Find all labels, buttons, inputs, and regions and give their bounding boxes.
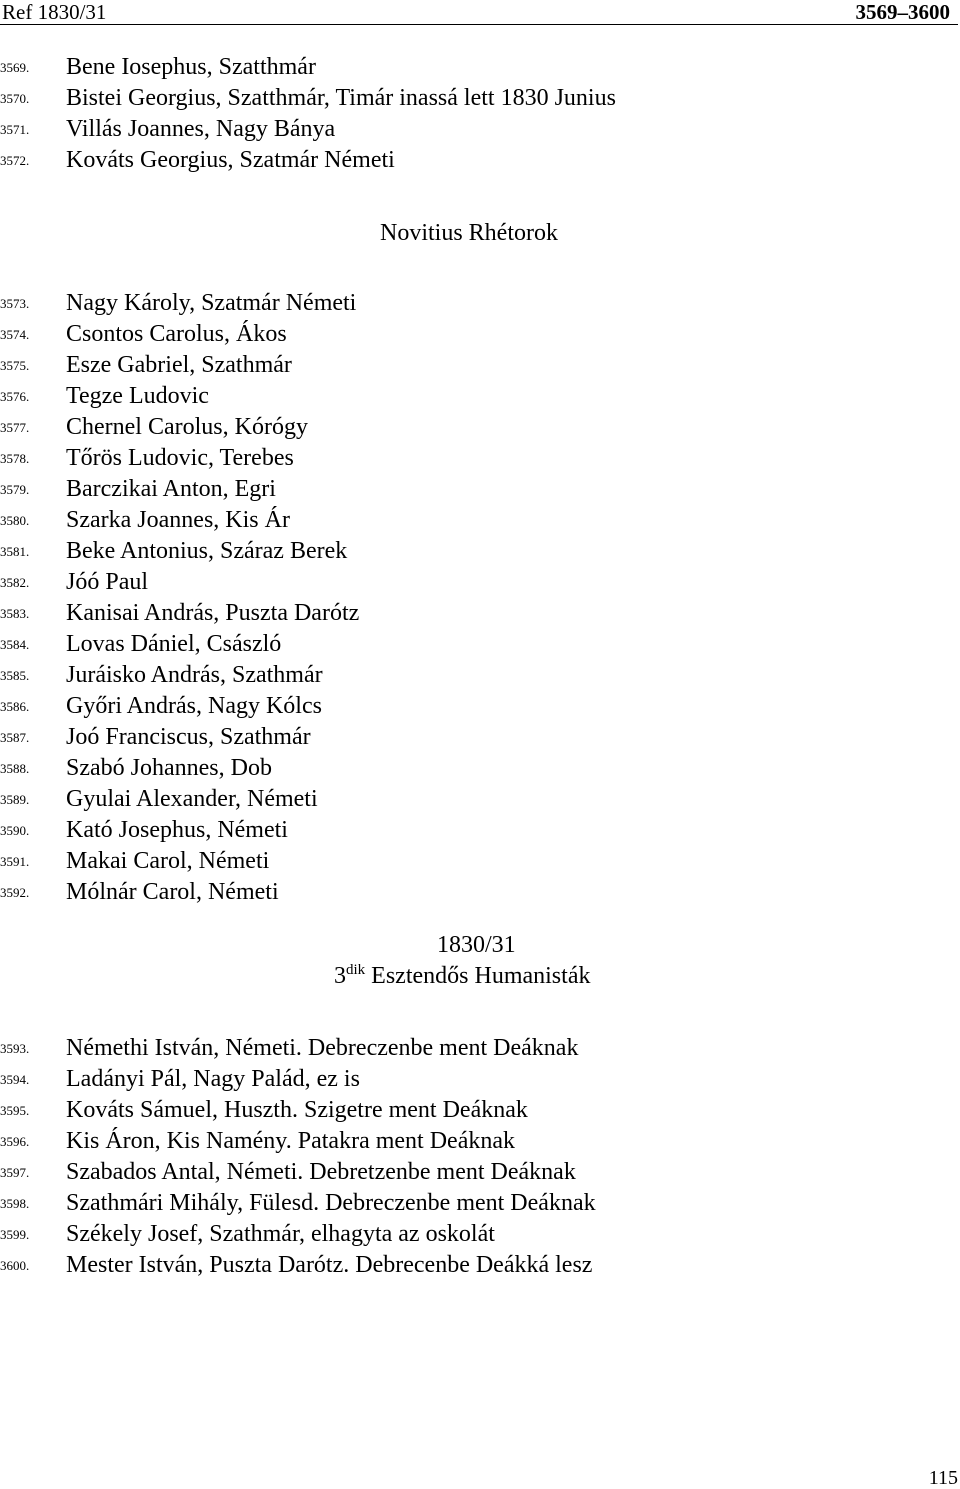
list-item: [0, 1219, 960, 1250]
entry-number: 3569.: [0, 60, 30, 75]
entry-list-1: [0, 52, 960, 176]
entry-text: Szabados Antal, Németi. Debretzenbe ment Deáknak: [66, 1159, 576, 1185]
entry-text: Kováts Sámuel, Huszth. Szigetre ment Deáknak: [66, 1097, 528, 1123]
entry-number: 3578.: [0, 451, 30, 466]
entry-text: Szabó Johannes, Dob: [66, 755, 272, 781]
entry-number: 3571.: [0, 122, 30, 137]
header-reference: Ref 1830/31: [2, 0, 107, 24]
entry-text: Ladányi Pál, Nagy Palád, ez is: [66, 1066, 360, 1092]
entry-number: 3594.: [0, 1072, 30, 1087]
entry-number: 3595.: [0, 1103, 30, 1118]
list-item: [0, 1157, 960, 1188]
list-item: [0, 52, 960, 83]
list-item: [0, 598, 960, 629]
entry-number: 3599.: [0, 1227, 30, 1242]
entry-text: Győri András, Nagy Kólcs: [66, 693, 322, 719]
entry-number: 3583.: [0, 606, 30, 621]
entry-number: 3576.: [0, 389, 30, 404]
list-item: [0, 660, 960, 691]
list-item: [0, 288, 960, 319]
entry-text: Lovas Dániel, Császló: [66, 631, 282, 657]
entry-number: 3579.: [0, 482, 30, 497]
list-item: [0, 691, 960, 722]
entry-number: 3591.: [0, 854, 30, 869]
list-item: [0, 1126, 960, 1157]
entry-text: Szathmári Mihály, Fülesd. Debreczenbe ment Deáknak: [66, 1190, 596, 1216]
heading-ordinal-suffix: dik: [346, 962, 366, 978]
entry-text: Chernel Carolus, Kórógy: [66, 414, 308, 440]
entry-text: Tegze Ludovic: [66, 383, 209, 409]
list-item: [0, 567, 960, 598]
entry-text: Jóó Paul: [66, 569, 149, 595]
page-header: [0, 0, 958, 25]
entry-list-3: [0, 1033, 960, 1281]
entry-number: 3589.: [0, 792, 30, 807]
entry-text: Gyulai Alexander, Németi: [66, 786, 318, 812]
list-item: [0, 784, 960, 815]
list-item: [0, 536, 960, 567]
entry-number: 3573.: [0, 296, 30, 311]
entry-number: 3570.: [0, 91, 30, 106]
entry-text: Bistei Georgius, Szatthmár, Timár inassá lett 1830 Junius: [66, 85, 616, 111]
entry-number: 3597.: [0, 1165, 30, 1180]
entry-number: 3581.: [0, 544, 30, 559]
entry-text: Csontos Carolus, Ákos: [66, 321, 287, 347]
list-item: [0, 412, 960, 443]
list-item: [0, 1250, 960, 1281]
heading-title: Esztendős Humanisták: [371, 963, 591, 989]
entry-text: Némethi István, Németi. Debreczenbe ment Deáknak: [66, 1035, 579, 1061]
list-item: [0, 350, 960, 381]
list-item: [0, 381, 960, 412]
section-heading-rhetorok: Novitius Rhétorok: [380, 220, 558, 246]
entry-number: 3574.: [0, 327, 30, 342]
list-item: [0, 815, 960, 846]
entry-text: Mester István, Puszta Darótz. Debrecenbe Deákká lesz: [66, 1252, 593, 1278]
entry-number: 3592.: [0, 885, 30, 900]
entry-number: 3575.: [0, 358, 30, 373]
entry-text: Kováts Georgius, Szatmár Németi: [66, 147, 395, 173]
section-heading-year: 1830/31: [437, 932, 516, 958]
entry-number: 3577.: [0, 420, 30, 435]
entry-text: Székely Josef, Szathmár, elhagyta az oskolát: [66, 1221, 495, 1247]
list-item: [0, 1064, 960, 1095]
entry-text: Beke Antonius, Száraz Berek: [66, 538, 348, 564]
entry-number: 3600.: [0, 1258, 30, 1273]
entry-text: Mólnár Carol, Németi: [66, 879, 279, 905]
list-item: [0, 877, 960, 908]
entry-text: Kis Áron, Kis Namény. Patakra ment Deáknak: [66, 1128, 515, 1154]
entry-number: 3593.: [0, 1041, 30, 1056]
entry-text: Szarka Joannes, Kis Ár: [66, 507, 290, 533]
list-item: [0, 846, 960, 877]
entry-number: 3588.: [0, 761, 30, 776]
entry-text: Kató Josephus, Németi: [66, 817, 288, 843]
entry-text: Juráisko András, Szathmár: [66, 662, 323, 688]
entry-text: Kanisai András, Puszta Darótz: [66, 600, 360, 626]
list-item: [0, 145, 960, 176]
entry-text: Villás Joannes, Nagy Bánya: [66, 116, 336, 142]
entry-number: 3572.: [0, 153, 30, 168]
entry-number: 3582.: [0, 575, 30, 590]
entry-text: Joó Franciscus, Szathmár: [66, 724, 311, 750]
entry-text: Esze Gabriel, Szathmár: [66, 352, 292, 378]
list-item: [0, 722, 960, 753]
entry-number: 3590.: [0, 823, 30, 838]
entry-number: 3596.: [0, 1134, 30, 1149]
entry-text: Nagy Károly, Szatmár Németi: [66, 290, 357, 316]
list-item: [0, 114, 960, 145]
entry-text: Barczikai Anton, Egri: [66, 476, 276, 502]
entry-list-2: [0, 288, 960, 908]
list-item: [0, 1188, 960, 1219]
entry-text: Tőrös Ludovic, Terebes: [66, 445, 294, 471]
list-item: [0, 319, 960, 350]
entry-text: Bene Iosephus, Szatthmár: [66, 54, 316, 80]
entry-number: 3584.: [0, 637, 30, 652]
entry-number: 3580.: [0, 513, 30, 528]
list-item: [0, 1033, 960, 1064]
page-number: 115: [928, 1467, 958, 1489]
section-heading-humanistak: [0, 961, 960, 992]
list-item: [0, 629, 960, 660]
list-item: [0, 443, 960, 474]
list-item: [0, 83, 960, 114]
entry-text: Makai Carol, Németi: [66, 848, 270, 874]
entry-number: 3586.: [0, 699, 30, 714]
entry-number: 3598.: [0, 1196, 30, 1211]
heading-ordinal: 3: [334, 963, 346, 989]
list-item: [0, 474, 960, 505]
entry-number: 3587.: [0, 730, 30, 745]
list-item: [0, 505, 960, 536]
header-range: 3569–3600: [855, 0, 950, 24]
list-item: [0, 1095, 960, 1126]
entry-number: 3585.: [0, 668, 30, 683]
list-item: [0, 753, 960, 784]
